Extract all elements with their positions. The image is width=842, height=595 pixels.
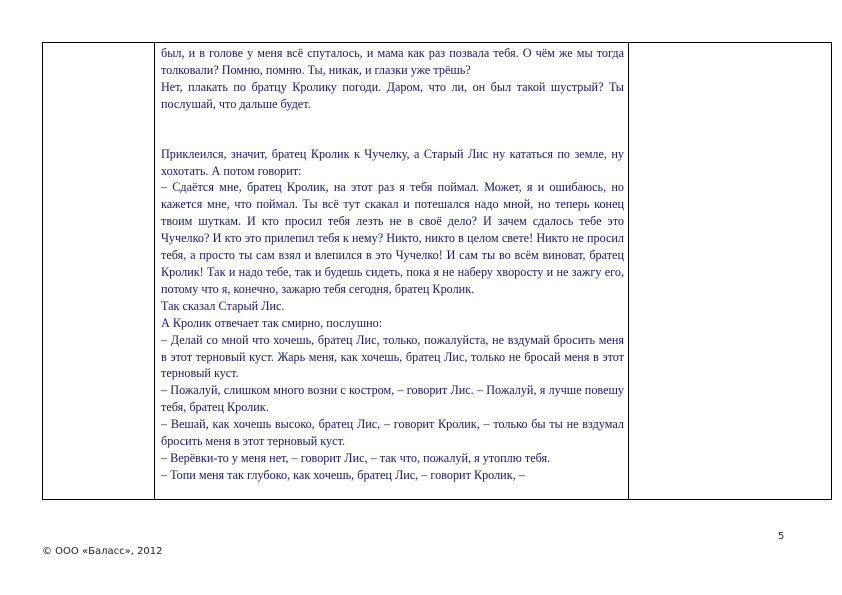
left-column-cell [43, 43, 155, 500]
content-table [42, 42, 832, 500]
paragraph: А Кролик отвечает так смирно, послушно: [161, 315, 383, 330]
paragraph: – Топи меня так глубоко, как хочешь, братец Лис, – говорит Кролик, – [161, 467, 525, 482]
paragraph: – Пожалуй, слишком много возни с костром, – говорит Лис. – Пожалуй, я лучше повешу тебя, братец Кролик. [161, 383, 624, 415]
paragraph: Нет, плакать по братцу Кролику погоди. Даром, что ли, он был такой шустрый? Ты послушай, что дальше будет. [161, 79, 624, 111]
story-column-cell [155, 43, 629, 500]
paragraph: – Верёвки-то у меня нет, – говорит Лис, – так что, пожалуй, я утоплю тебя. [161, 450, 551, 465]
page-number: 5 [778, 531, 785, 542]
table-row [43, 43, 832, 500]
paragraph: был, и в голове у меня всё спуталось, и мама как раз позвала тебя. О чём же мы тогда толковали? Помню, помню. Ты, никак, и глазки уже трёшь? [161, 46, 624, 77]
paragraph: – Вешай, как хочешь высоко, братец Лис, – говорит Кролик, – только бы ты не вздумал бросить меня в этот терновый куст. [161, 417, 624, 449]
story-text [155, 43, 628, 499]
paragraph: – Делай со мной что хочешь, братец Лис, только, пожалуйста, не вздумай бросить меня в этот терновый куст. Жарь меня, как хочешь, братец Лис, только не бросай меня в этот терновый куст. [161, 332, 624, 381]
copyright-footer: © ООО «Баласс», 2012 [42, 546, 163, 557]
right-column-cell [629, 43, 832, 500]
paragraph: – Сдаётся мне, братец Кролик, на этот раз я тебя поймал. Может, я и ошибаюсь, но кажется мне, что поймал. Ты всё тут скакал и потешался надо мной, но теперь конец твоим шуткам. И кто просил тебя лезть не в своё дело? И зачем сдалось тебе это Чучелко? И кто это прилепил тебя к нему? Никто, никто в целом свете! Никто не просил тебя, а просто ты сам взял и влепился в это Чучелко! И сам ты во всём виноват, братец Кролик! Так и надо тебе, так и будешь сидеть, пока я не наберу хворосту и не зажгу его, потому что я, конечно, зажарю тебя сегодня, братец Кролик. [161, 180, 624, 296]
paragraph: Так сказал Старый Лис. [161, 298, 285, 313]
paragraph-gap [161, 113, 624, 146]
paragraph: Приклеился, значит, братец Кролик к Чучелку, а Старый Лис ну кататься по земле, ну хохотать. А потом говорит: [161, 146, 624, 178]
